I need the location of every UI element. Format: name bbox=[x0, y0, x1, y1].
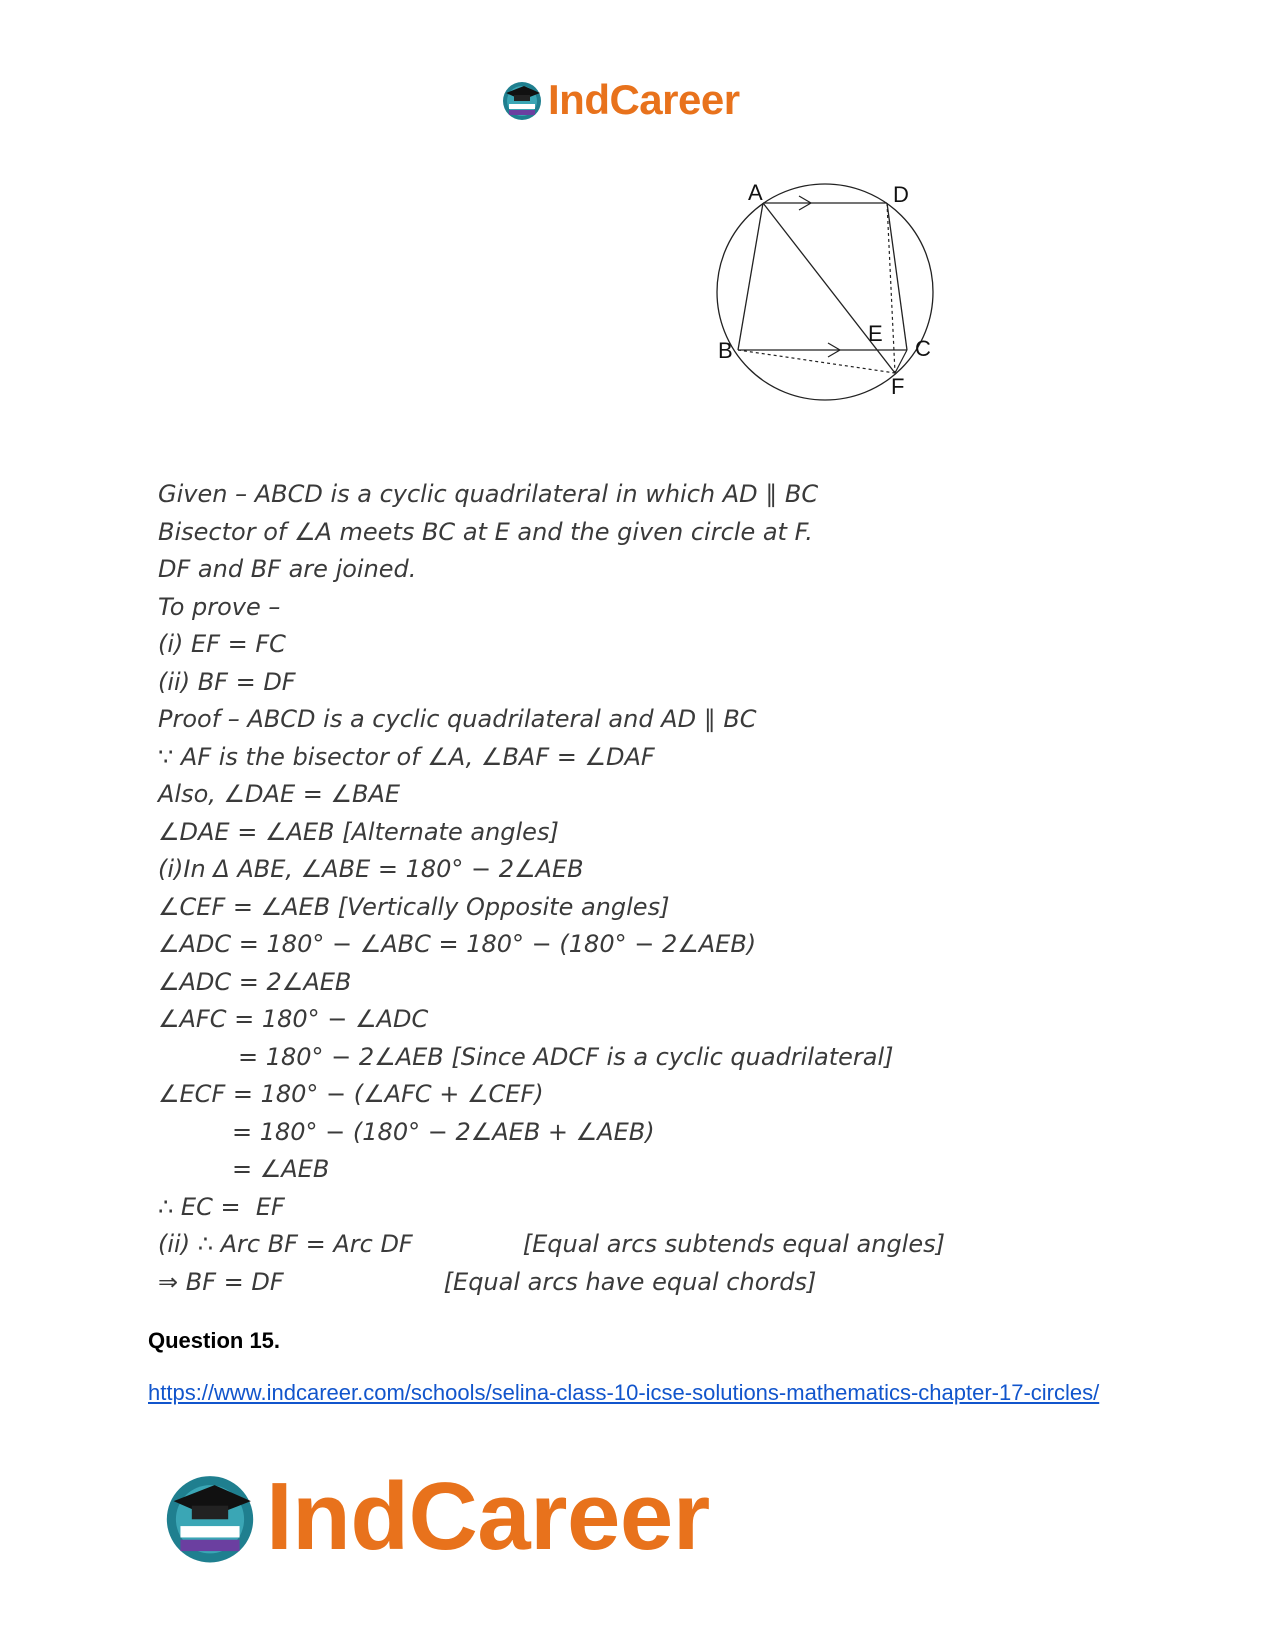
solution-line: Bisector of ∠A meets BC at E and the given circle at F. bbox=[158, 517, 813, 546]
logo-text: IndCareer bbox=[266, 1463, 710, 1570]
segment-bf-dotted bbox=[738, 350, 895, 373]
solution-line: (i) EF = FC bbox=[158, 630, 286, 658]
label-f: F bbox=[891, 374, 905, 399]
solution-line: ∠ADC = 2∠AEB bbox=[158, 967, 352, 996]
solution-line: = ∠AEB bbox=[232, 1155, 330, 1183]
label-e: E bbox=[868, 321, 883, 346]
label-b: B bbox=[718, 338, 733, 363]
segment-ab bbox=[738, 203, 763, 350]
label-c: C bbox=[915, 336, 931, 361]
solution-line: ∠CEF = ∠AEB [Vertically Opposite angles] bbox=[158, 892, 670, 921]
solution-line: = 180° − (180° − 2∠AEB + ∠AEB) bbox=[232, 1117, 655, 1146]
cyclic-quadrilateral-diagram bbox=[715, 180, 965, 420]
solution-line: Given – ABCD is a cyclic quadrilateral in which AD ∥ BC bbox=[158, 480, 819, 508]
solution-line: ∵ AF is the bisector of ∠A, ∠BAF = ∠DAF bbox=[158, 742, 655, 771]
circle bbox=[717, 184, 933, 400]
chapter-link[interactable]: https://www.indcareer.com/schools/selina-class-10-icse-solutions-mathematics-chapter-17-circles/ bbox=[148, 1380, 1100, 1405]
footer-logo bbox=[160, 1462, 710, 1572]
solution-line: ∠ECF = 180° − (∠AFC + ∠CEF) bbox=[158, 1080, 544, 1108]
statement: (ii) ∴ Arc BF = Arc DF bbox=[158, 1230, 413, 1258]
solution-line: ∠ADC = 180° − ∠ABC = 180° − (180° − 2∠AEB) bbox=[158, 930, 757, 958]
solution-line: (ii) BF = DF bbox=[158, 667, 296, 696]
solution-line: Also, ∠DAE = ∠BAE bbox=[158, 780, 401, 808]
reason: [Equal arcs subtends equal angles] bbox=[522, 1230, 945, 1258]
solution-line: To prove – bbox=[158, 592, 281, 621]
header-logo bbox=[500, 76, 740, 124]
solution-line: = 180° − 2∠AEB [Since ADCF is a cyclic quadrilateral] bbox=[238, 1042, 894, 1071]
solution-line: ∠AFC = 180° − ∠ADC bbox=[158, 1005, 429, 1033]
statement: ⇒ BF = DF bbox=[158, 1267, 284, 1296]
logo-text: IndCareer bbox=[548, 76, 740, 123]
question-heading: Question 15. bbox=[148, 1328, 281, 1353]
label-d: D bbox=[893, 182, 909, 207]
label-a: A bbox=[748, 180, 763, 205]
solution-line: ∴ EC = EF bbox=[158, 1192, 285, 1221]
segment-af bbox=[763, 203, 895, 373]
solution-line: DF and BF are joined. bbox=[158, 555, 417, 583]
solution-line: (i)In Δ ABE, ∠ABE = 180° − 2∠AEB bbox=[158, 855, 584, 883]
graduation-cap-icon bbox=[160, 1467, 260, 1567]
solution-line bbox=[158, 1264, 945, 1302]
solution-line: ∠DAE = ∠AEB [Alternate angles] bbox=[158, 817, 559, 846]
solution-line bbox=[158, 1226, 945, 1264]
reason: [Equal arcs have equal chords] bbox=[443, 1267, 817, 1296]
graduation-cap-icon bbox=[500, 78, 544, 122]
solution-block bbox=[158, 476, 945, 1301]
solution-line: Proof – ABCD is a cyclic quadrilateral and AD ∥ BC bbox=[158, 705, 757, 733]
